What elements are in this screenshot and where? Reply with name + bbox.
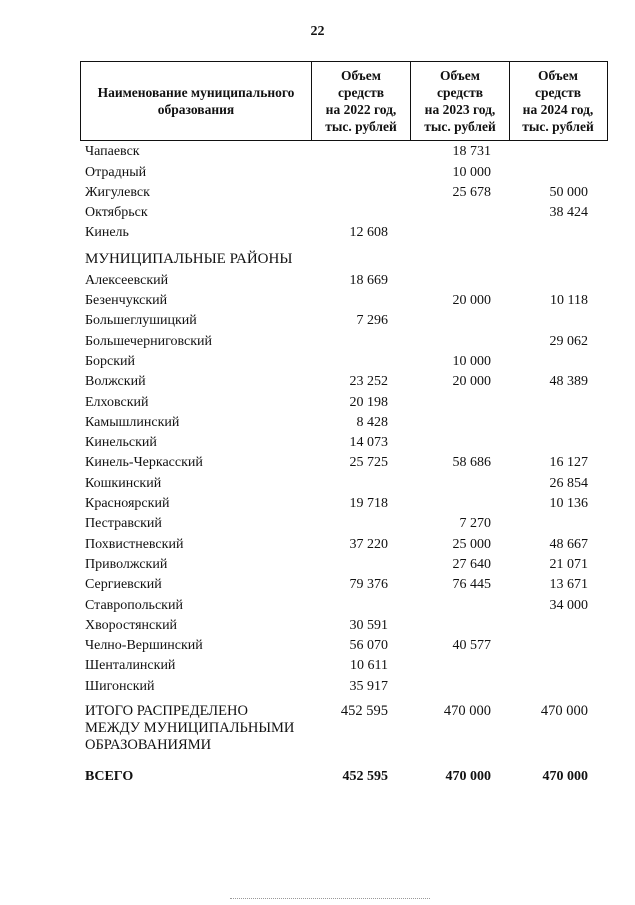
table-row [83,309,608,329]
table-row [83,593,608,613]
table-row [83,634,608,654]
row-value-2024: 29 062 [549,333,588,349]
table-row [83,329,608,349]
grand-total-row [83,768,608,785]
row-value-2023: 25 678 [452,184,491,200]
row-value-2022: 56 070 [349,638,388,654]
header-name: Наименование муниципального образования [97,85,295,117]
total-distributed-row [83,703,608,754]
table-row [83,614,608,634]
header-2024: Объем средств на 2024 год, тыс. рублей [509,62,606,140]
table-row [83,221,608,241]
district-rows [83,268,608,694]
row-name: Кинель [85,225,129,241]
row-value-2022: 79 376 [349,577,388,593]
row-value-2022: 25 725 [349,455,388,471]
grand-total-label: ВСЕГО [85,768,134,784]
row-value-2024: 38 424 [549,205,588,221]
row-value-2022: 35 917 [349,678,388,694]
row-name: Камышлинский [85,414,180,430]
row-name: Октябрьск [85,205,148,221]
row-value-2023: 18 731 [452,144,491,160]
row-name: Шигонский [85,678,155,694]
row-name: Алексеевский [85,272,169,288]
table-body [83,140,608,785]
row-value-2024: 50 000 [549,184,588,200]
row-name: Большеглушицкий [85,313,197,329]
row-value-2024: 16 127 [549,455,588,471]
row-value-2024: 48 667 [549,536,588,552]
row-value-2023: 58 686 [452,455,491,471]
row-value-2023: 20 000 [452,293,491,309]
row-name: Борский [85,353,136,369]
row-value-2022: 14 073 [349,435,388,451]
row-name: Похвистневский [85,536,184,552]
row-value-2024: 48 389 [549,374,588,390]
row-name: Пестравский [85,516,162,532]
row-value-2022: 10 611 [350,658,388,674]
row-value-2023: 25 000 [452,536,491,552]
row-name: Волжский [85,374,146,390]
row-name: Елховский [85,394,149,410]
table-row [83,181,608,201]
header-2023: Объем средств на 2023 год, тыс. рублей [410,62,509,140]
table-row [83,471,608,491]
table-row [83,350,608,370]
section-title-row [83,241,608,268]
table-row [83,390,608,410]
row-value-2022: 8 428 [356,414,388,430]
table-row [83,411,608,431]
table-row [83,451,608,471]
table-row [83,553,608,573]
table-row [83,201,608,221]
row-value-2022: 12 608 [349,225,388,241]
table-row [83,289,608,309]
row-value-2022: 7 296 [356,313,388,329]
row-name: Кошкинский [85,475,162,491]
row-value-2023: 7 270 [459,516,491,532]
row-value-2024: 26 854 [549,475,588,491]
row-value-2024: 10 136 [549,496,588,512]
row-value-2023: 40 577 [452,638,491,654]
row-value-2023: 10 000 [452,164,491,180]
table-row [83,140,608,160]
table-row [83,532,608,552]
row-value-2023: 10 000 [452,353,491,369]
table-row [83,370,608,390]
table-row [83,573,608,593]
table-row [83,268,608,288]
total-distributed-2023: 470 000 [443,702,491,719]
row-value-2024: 21 071 [549,556,588,572]
row-name: Большечерниговский [85,333,213,349]
row-value-2024: 10 118 [550,293,588,309]
row-name: Челно-Вершинский [85,638,203,654]
row-name: Шенталинский [85,658,176,674]
row-name: Хворостянский [85,617,178,633]
table-row [83,512,608,532]
table-row [83,654,608,674]
row-name: Приволжский [85,556,168,572]
row-value-2022: 18 669 [349,272,388,288]
row-name: Чапаевск [85,144,140,160]
row-name: Отрадный [85,164,147,180]
section-title: МУНИЦИПАЛЬНЫЕ РАЙОНЫ [85,251,293,268]
row-value-2024: 34 000 [549,597,588,613]
grand-total-2022: 452 595 [342,768,388,784]
row-name: Безенчукский [85,293,168,309]
row-value-2022: 30 591 [349,617,388,633]
row-value-2023: 20 000 [452,374,491,390]
row-value-2024: 13 671 [549,577,588,593]
row-name: Ставропольский [85,597,183,613]
table-header [80,61,608,141]
row-value-2022: 19 718 [349,496,388,512]
row-name: Кинель-Черкасский [85,455,203,471]
row-value-2022: 37 220 [349,536,388,552]
row-name: Красноярский [85,496,170,512]
total-distributed-2024: 470 000 [540,702,588,719]
table-row [83,674,608,694]
table-row [83,160,608,180]
row-name: Кинельский [85,435,157,451]
row-name: Сергиевский [85,577,162,593]
row-name: Жигулевск [85,184,150,200]
row-value-2023: 76 445 [452,577,491,593]
page-number: 22 [310,24,325,39]
row-value-2022: 23 252 [349,374,388,390]
scan-artifact-line [230,898,430,899]
row-value-2022: 20 198 [349,394,388,410]
grand-total-2023: 470 000 [445,768,491,784]
city-rows [83,140,608,241]
table-row [83,492,608,512]
grand-total-2024: 470 000 [542,768,588,784]
table-row [83,431,608,451]
total-distributed-label: ИТОГО РАСПРЕДЕЛЕНО МЕЖДУ МУНИЦИПАЛЬНЫМИ ОБРАЗОВАНИЯМИ [85,702,295,753]
row-value-2023: 27 640 [452,556,491,572]
header-2022: Объем средств на 2022 год, тыс. рублей [311,62,410,140]
total-distributed-2022: 452 595 [340,702,388,719]
